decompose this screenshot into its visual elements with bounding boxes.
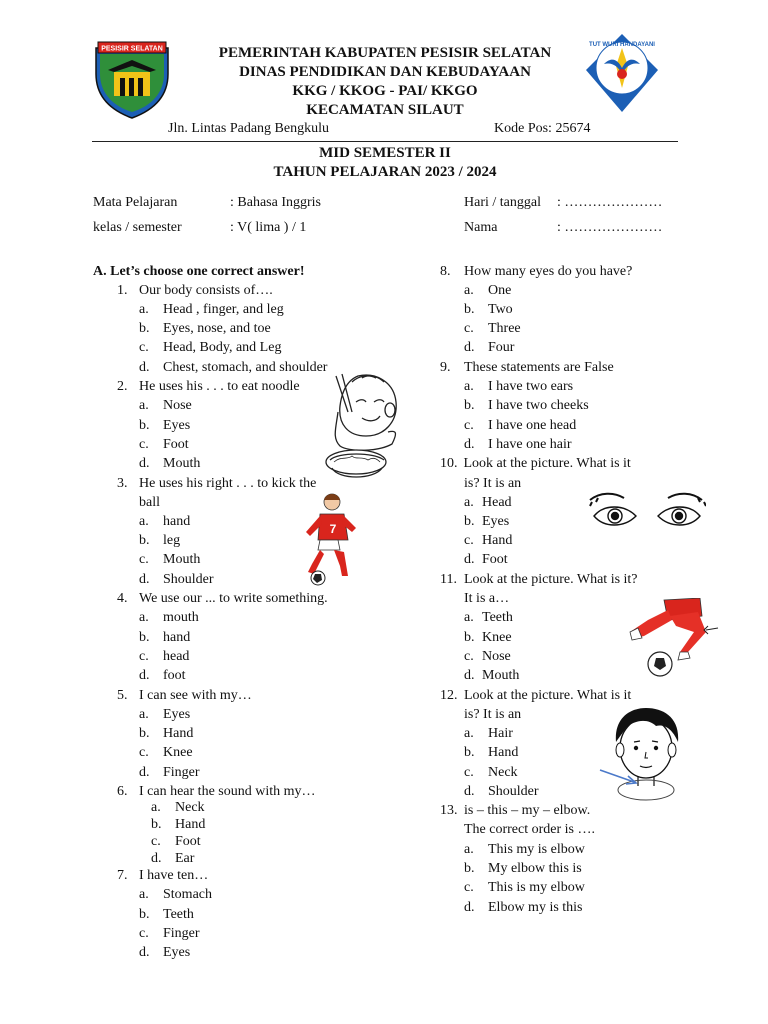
subject-value: : Bahasa Inggris (230, 195, 321, 210)
option-3b[interactable]: b. leg (139, 533, 181, 548)
option-5c[interactable]: c. Knee (139, 745, 193, 760)
question-8: 8. How many eyes do you have? (440, 264, 633, 279)
option-4c[interactable]: c. head (139, 649, 190, 664)
option-12c[interactable]: c. Neck (464, 765, 518, 780)
option-12b[interactable]: b. Hand (464, 745, 519, 760)
question-11: 11. Look at the picture. What is it? (440, 572, 638, 587)
option-8b[interactable]: b. Two (464, 302, 513, 317)
option-9b[interactable]: b. I have two cheeks (464, 398, 589, 413)
option-13b[interactable]: b. My elbow this is (464, 861, 582, 876)
kicking-leg-illustration (628, 598, 720, 682)
option-13c[interactable]: c. This is my elbow (464, 880, 585, 895)
option-13a[interactable]: a. This my is elbow (464, 842, 585, 857)
subject-label: Mata Pelajaran (93, 195, 178, 210)
option-2b[interactable]: b. Eyes (139, 418, 191, 433)
eyes-illustration (588, 490, 706, 530)
left-logo-text: PESISIR SELATAN (101, 45, 163, 53)
question-10-cont: is? It is an (464, 476, 522, 491)
option-8a[interactable]: a. One (464, 283, 512, 298)
option-5a[interactable]: a. Eyes (139, 707, 191, 722)
date-label: Hari / tanggal (464, 195, 541, 210)
question-13: 13. is – this – my – elbow. (440, 803, 591, 818)
option-4b[interactable]: b. hand (139, 630, 191, 645)
question-4: 4. We use our ... to write something. (117, 591, 328, 606)
postcode: Kode Pos: 25674 (494, 121, 591, 136)
option-6a[interactable]: a. Neck (151, 800, 205, 815)
option-1c[interactable]: c. Head, Body, and Leg (139, 340, 282, 355)
option-11c[interactable]: c. Nose (464, 649, 511, 664)
question-2: 2. He uses his . . . to eat noodle (117, 379, 300, 394)
option-3c[interactable]: c. Mouth (139, 552, 201, 567)
option-11d[interactable]: d. Mouth (464, 668, 520, 683)
question-6: 6. I can hear the sound with my… (117, 784, 316, 799)
option-13d[interactable]: d. Elbow my is this (464, 900, 583, 915)
option-4d[interactable]: d. foot (139, 668, 186, 683)
name-field[interactable]: : ………………… (557, 220, 663, 235)
boy-face-neck-illustration (598, 706, 690, 802)
question-12: 12. Look at the picture. What is it (440, 688, 632, 703)
option-10d[interactable]: d. Foot (464, 552, 508, 567)
football-player-illustration (298, 492, 360, 588)
question-text: Our body consists of…. (139, 283, 273, 298)
option-6d[interactable]: d. Ear (151, 851, 195, 866)
option-8c[interactable]: c. Three (464, 321, 521, 336)
option-11a[interactable]: a. Teeth (464, 610, 513, 625)
header-line-3: KKG / KKOG - PAI/ KKGO (292, 83, 478, 99)
option-5b[interactable]: b. Hand (139, 726, 194, 741)
header-line-2: DINAS PENDIDIKAN DAN KEBUDAYAAN (239, 64, 531, 80)
exam-title: MID SEMESTER II (319, 145, 451, 161)
question-3-cont: ball (139, 495, 160, 510)
option-12d[interactable]: d. Shoulder (464, 784, 539, 799)
right-logo-text: TUT WURI HANDAYANI (589, 42, 655, 48)
header-line-1: PEMERINTAH KABUPATEN PESISIR SELATAN (218, 45, 552, 61)
class-value: : V( lima ) / 1 (230, 220, 307, 235)
option-2c[interactable]: c. Foot (139, 437, 189, 452)
option-1d[interactable]: d. Chest, stomach, and shoulder (139, 360, 328, 375)
option-1b[interactable]: b. Eyes, nose, and toe (139, 321, 271, 336)
question-10: 10. Look at the picture. What is it (440, 456, 631, 471)
address: Jln. Lintas Padang Bengkulu (168, 121, 329, 136)
option-8d[interactable]: d. Four (464, 340, 515, 355)
question-1 (117, 281, 273, 300)
question-5: 5. I can see with my… (117, 688, 252, 703)
school-year: TAHUN PELAJARAN 2023 / 2024 (273, 164, 497, 180)
question-3: 3. He uses his right . . . to kick the (117, 476, 317, 491)
question-9: 9. These statements are False (440, 360, 614, 375)
class-label: kelas / semester (93, 220, 182, 235)
option-2d[interactable]: d. Mouth (139, 456, 201, 471)
option-7d[interactable]: d. Eyes (139, 945, 191, 960)
option-5d[interactable]: d. Finger (139, 765, 200, 780)
question-13-cont: The correct order is …. (464, 822, 595, 837)
header-line-4: KECAMATAN SILAUT (306, 102, 464, 118)
option-9c[interactable]: c. I have one head (464, 418, 577, 433)
option-7c[interactable]: c. Finger (139, 926, 200, 941)
question-12-cont: is? It is an (464, 707, 522, 722)
question-11-cont: It is a… (464, 591, 510, 606)
option-3a[interactable]: a. hand (139, 514, 191, 529)
option-6c[interactable]: c. Foot (151, 834, 201, 849)
option-6b[interactable]: b. Hand (151, 817, 206, 832)
option-4a[interactable]: a. mouth (139, 610, 199, 625)
option-10b[interactable]: b. Eyes (464, 514, 510, 529)
option-9a[interactable]: a. I have two ears (464, 379, 574, 394)
option-12a[interactable]: a. Hair (464, 726, 513, 741)
option-10a[interactable]: a. Head (464, 495, 512, 510)
boy-eating-noodles-illustration (318, 372, 402, 484)
question-7: 7. I have ten… (117, 868, 209, 883)
option-7b[interactable]: b. Teeth (139, 907, 194, 922)
option-1a[interactable]: a. Head , finger, and leg (139, 302, 284, 317)
option-7a[interactable]: a. Stomach (139, 887, 212, 902)
name-label: Nama (464, 220, 498, 235)
option-3d[interactable]: d. Shoulder (139, 572, 214, 587)
option-9d[interactable]: d. I have one hair (464, 437, 572, 452)
section-heading: A. Let’s choose one correct answer! (93, 264, 305, 279)
option-10c[interactable]: c. Hand (464, 533, 513, 548)
jersey-number: 7 (329, 522, 337, 536)
option-11b[interactable]: b. Knee (464, 630, 512, 645)
header-rule (92, 141, 678, 142)
date-field[interactable]: : ………………… (557, 195, 663, 210)
question-number: 1. (117, 283, 128, 298)
option-2a[interactable]: a. Nose (139, 398, 192, 413)
